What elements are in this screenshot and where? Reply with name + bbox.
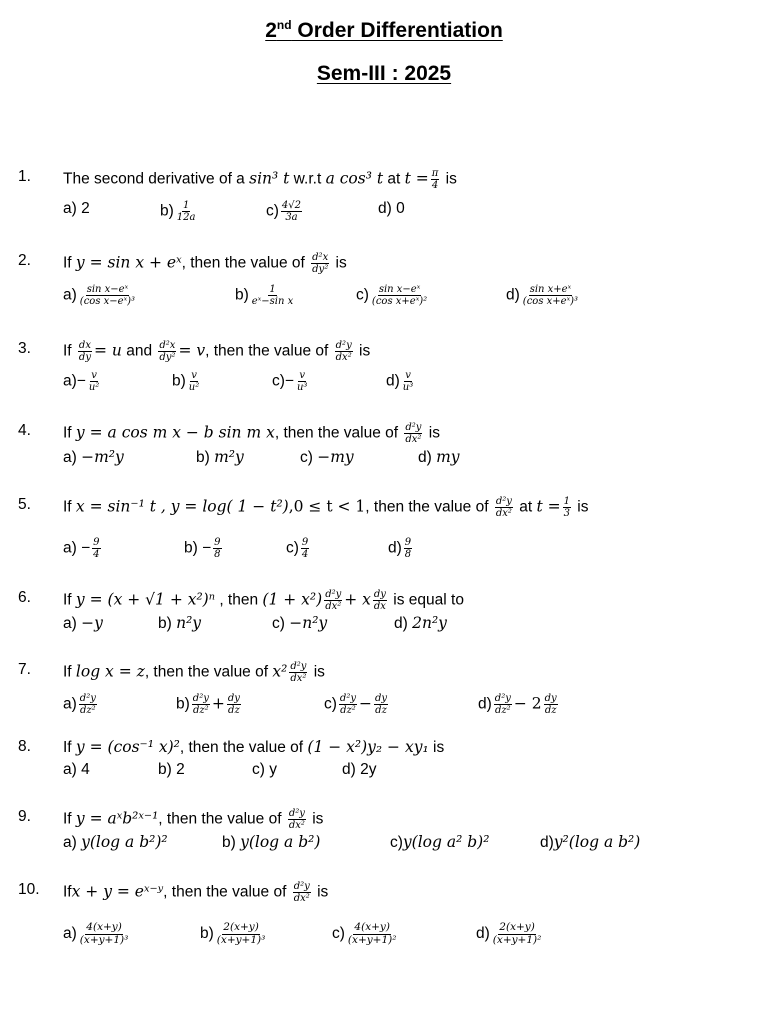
question-stem: If y = (cos⁻¹ x)², then the value of (1 − x²)y₂ − xy₁ is <box>63 738 445 756</box>
question-stem: If $\frac{dx}{dy}$ = u and $\frac{\text{d²x}}{\text{dy²}}$ = v, then the value of $\frac{\text{d²y}}{\text{dx²}}$ is <box>63 340 371 363</box>
stem-math: a cos³ t <box>325 169 384 188</box>
option-c: c) $\frac{4√2}{3a}$ <box>266 200 302 223</box>
option-a: a) $\frac{\text{d²y}}{\text{dz²}}$ <box>63 693 96 716</box>
question-stem: If y = a cos m x − b sin m x, then the value of $\frac{\text{d²y}}{\text{dx²}}$ is <box>63 422 440 445</box>
option-b: b) $\frac{1}{\text{eˣ−sin x}}$ <box>235 284 294 307</box>
option-d: d) $\frac{\text{d²y}}{\text{dz²}}$ − 2 $\frac{dy}{dz}$ <box>478 693 557 716</box>
option-b: b) $\frac{v}{\text{u²}}$ <box>172 370 200 393</box>
stem-text: is <box>441 170 457 188</box>
option-d: d) $\frac{2(x+y)}{\text{(x+y+1)²}}$ <box>476 921 542 946</box>
title-main: 2 <box>265 19 277 42</box>
option-d: d) 2n²y <box>394 614 447 632</box>
option-c: c) −my <box>300 448 354 466</box>
question-number: 1. <box>18 168 31 185</box>
option-a: a) − $\frac{9}{4}$ <box>63 537 100 560</box>
question-stem: If y = sin x + eˣ, then the value of $\frac{\text{d²x}}{\text{dy²}}$ is <box>63 252 347 275</box>
option-b: b) y(log a b²) <box>222 833 321 851</box>
question-number: 6. <box>18 589 31 606</box>
option-a: a) 4 <box>63 761 90 778</box>
option-d: d)y²(log a b²) <box>540 833 641 851</box>
option-b: b) − $\frac{9}{8}$ <box>184 537 221 560</box>
fraction: $\frac{\pi}{4}$ <box>431 168 439 191</box>
question-stem: Ifx + y = eˣ⁻ʸ, then the value of $\frac{\text{d²y}}{\text{dx²}}$ is <box>63 881 329 904</box>
option-d: d) my <box>418 448 460 466</box>
stem-math: sin³ t <box>249 169 290 188</box>
option-c: c)y(log a² b)² <box>390 833 490 851</box>
option-d: d) 0 <box>378 200 405 217</box>
question-number: 10. <box>18 881 40 898</box>
option-b: b) $\frac{2(x+y)}{\text{(x+y+1)³}}$ <box>200 921 266 946</box>
option-c: c) $\frac{9}{4}$ <box>286 537 309 560</box>
title-rest: Order Differentiation <box>291 19 503 42</box>
option-c: c)− $\frac{v}{\text{u³}}$ <box>272 370 308 393</box>
question-number: 4. <box>18 422 31 439</box>
stem-math: t = <box>404 169 429 188</box>
stem-text: The second derivative of a <box>63 170 250 188</box>
page-title <box>0 19 768 43</box>
option-c: c) $\frac{\text{d²y}}{\text{dz²}}$ − $\frac{dy}{dz}$ <box>324 693 388 716</box>
question-stem: If y = (x + √1 + x²)ⁿ , then (1 + x²) $\frac{\text{d²y}}{\text{dx²}}$ + x $\frac{dy}{dx}$ is equal to <box>63 589 464 612</box>
option-a: a) −y <box>63 614 103 632</box>
question-stem: If x = sin⁻¹ t , y = log( 1 − t²),0 ≤ t < 1, then the value of $\frac{\text{d²y}}{\text{dx²}}$ at t = $\frac{1}{3}$ is <box>63 496 589 519</box>
page-subtitle: Sem-III : 2025 <box>316 62 452 85</box>
question-stem <box>63 168 457 191</box>
option-c: c) y <box>252 761 277 778</box>
stem-text: w.r.t <box>289 170 326 188</box>
option-b: b) m²y <box>196 448 244 466</box>
question-number: 2. <box>18 252 31 269</box>
option-c: c) $\frac{4(x+y)}{\text{(x+y+1)²}}$ <box>332 921 397 946</box>
option-d: d) $\frac{v}{\text{u³}}$ <box>386 370 414 393</box>
option-b: b) $\frac{1}{12a}$ <box>160 200 196 223</box>
option-d: d) 2y <box>342 761 377 778</box>
option-a: a) $\frac{\text{sin x−eˣ}}{\text{(cos x−eˣ)³}}$ <box>63 284 136 307</box>
question-stem: If log x = z, then the value of x² $\frac{\text{d²y}}{\text{dx²}}$ is <box>63 661 325 684</box>
question-number: 8. <box>18 738 31 755</box>
option-d: d) $\frac{\text{sin x+eˣ}}{\text{(cos x+eˣ)³}}$ <box>506 284 579 307</box>
option-a: a) 2 <box>63 200 90 217</box>
option-d: d) $\frac{9}{8}$ <box>388 537 412 560</box>
option-c: c) −n²y <box>272 614 328 632</box>
option-a: a) y(log a b²)² <box>63 833 168 851</box>
stem-text: at <box>383 170 405 188</box>
question-stem: If y = aˣb²ˣ⁻¹, then the value of $\frac{\text{d²y}}{\text{dx²}}$ is <box>63 808 324 831</box>
option-b: b) n²y <box>158 614 202 632</box>
option-b: b) 2 <box>158 761 185 778</box>
question-number: 5. <box>18 496 31 513</box>
title-superscript: nd <box>276 18 292 32</box>
question-number: 7. <box>18 661 31 678</box>
option-a: a) −m²y <box>63 448 124 466</box>
option-c: c) $\frac{\text{sin x−eˣ}}{\text{(cos x+eˣ)²}}$ <box>356 284 428 307</box>
question-number: 9. <box>18 808 31 825</box>
option-a: a) $\frac{4(x+y)}{\text{(x+y+1)³}}$ <box>63 921 129 946</box>
option-b: b) $\frac{\text{d²y}}{\text{dz²}}$ + $\frac{dy}{dz}$ <box>176 693 240 716</box>
option-a: a)− $\frac{v}{\text{u²}}$ <box>63 370 100 393</box>
question-number: 3. <box>18 340 31 357</box>
